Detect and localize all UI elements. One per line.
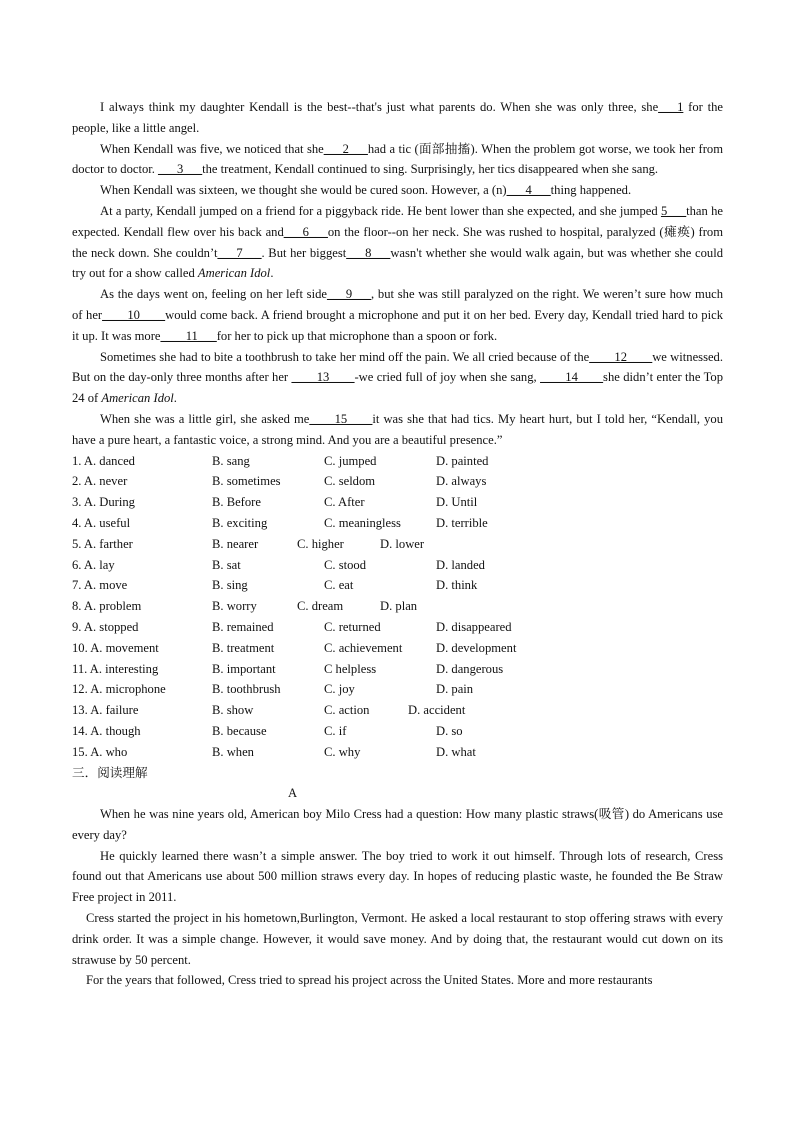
- option-a: 4. A. useful: [72, 515, 131, 530]
- option-c: C. achievement: [324, 640, 403, 655]
- reading-paragraph-2: He quickly learned there wasn’t a simple answer. The boy tried to work it out himself. Through lots of research, Cress found out that Americans use about 500 million straws every day. In hopes of reducing plastic waste, he founded the Be Straw Free project in 2011.: [72, 848, 723, 905]
- option-a: 7. A. move: [72, 578, 128, 593]
- question-options-8: [72, 596, 723, 617]
- option-a: 6. A. lay: [72, 557, 115, 572]
- question-options-13: [72, 700, 723, 721]
- option-d: D. so: [436, 723, 463, 738]
- option-c: C. stood: [324, 557, 366, 572]
- show-title: American Idol: [197, 266, 271, 281]
- passage-paragraph-7: When she was a little girl, she asked me____15____it was she that had tics. My heart hurt, but I told her, “Kendall, you have a pure heart, a fantastic voice, a strong mind. And you are a beautiful presence.”: [72, 411, 723, 447]
- option-d: D. disappeared: [436, 619, 512, 634]
- reading-paragraph-3: Cress started the project in his hometown,Burlington, Vermont. He asked a local restaurant to stop offering straws with every drink order. It was a simple change. However, it would save money. And by doing that, the restaurant would cut down on its strawuse by 50 percent.: [72, 911, 723, 967]
- blank-13: ____13____: [291, 370, 355, 385]
- option-b: B. Before: [212, 495, 261, 510]
- question-options-11: [72, 659, 723, 680]
- option-b: B. sometimes: [212, 474, 281, 489]
- section-heading: 三．阅读理解: [72, 764, 148, 780]
- option-a: 12. A. microphone: [72, 682, 166, 697]
- blank-7: ___7___: [217, 245, 262, 260]
- option-a: 8. A. problem: [72, 599, 142, 614]
- reading-paragraph-4: For the years that followed, Cress tried to spread his project across the United States. More and more restaurants: [86, 973, 653, 988]
- question-options-12: [72, 679, 723, 700]
- passage-paragraph-3: When Kendall was sixteen, we thought she would be cured soon. However, a (n)___4___thing happened.: [100, 183, 632, 198]
- question-options-7: [72, 575, 723, 596]
- question-options-6: [72, 555, 723, 576]
- blank-14: ____14____: [540, 370, 604, 385]
- option-a: 13. A. failure: [72, 703, 139, 718]
- reading-paragraph-1: When he was nine years old, American boy Milo Cress had a question: How many plastic straws(吸管) do Americans use every day?: [72, 807, 723, 842]
- option-d: D. accident: [408, 703, 466, 718]
- option-d: D. terrible: [436, 515, 488, 530]
- option-c: C. dream: [297, 599, 344, 614]
- option-c: C. returned: [324, 619, 381, 634]
- passage-paragraph-6: Sometimes she had to bite a toothbrush to take her mind off the pain. We all cried because of the____12____we witnessed. But on the day-only three months after her ____13____-we cried full of joy when she sang, ____14____she didn’t enter the Top 24 of American Idol.: [72, 349, 724, 406]
- blank-11: ____11___: [160, 328, 217, 343]
- question-options-1: [72, 451, 723, 472]
- question-options-5: [72, 534, 723, 555]
- option-b: B. worry: [212, 599, 257, 614]
- option-c: C. if: [324, 723, 347, 738]
- option-c: C. meaningless: [324, 515, 401, 530]
- option-b: B. toothbrush: [212, 682, 281, 697]
- option-d: D. what: [436, 744, 476, 759]
- option-c: C. jumped: [324, 453, 377, 468]
- question-options-9: [72, 617, 723, 638]
- option-c: C. eat: [324, 578, 354, 593]
- show-title: American Idol: [101, 391, 174, 406]
- option-c: C. joy: [324, 682, 355, 697]
- passage-paragraph-1: I always think my daughter Kendall is the best--that's just what parents do. When she was only three, she___1 for the people, like a little angel.: [72, 100, 723, 135]
- reading-passage-label: A: [288, 786, 298, 801]
- option-d: D. development: [436, 640, 517, 655]
- question-options-14: [72, 721, 723, 742]
- blank-8: ___8___: [346, 245, 391, 260]
- option-c: C. action: [324, 703, 370, 718]
- blank-10: ____10____: [102, 307, 166, 322]
- blank-12: ____12____: [589, 349, 653, 364]
- option-b: B. when: [212, 744, 254, 759]
- question-options-4: [72, 513, 723, 534]
- question-options-3: [72, 492, 723, 513]
- blank-15: ____15____: [309, 411, 373, 426]
- option-b: B. remained: [212, 619, 274, 634]
- option-b: B. show: [212, 703, 254, 718]
- question-options-15: [72, 742, 723, 763]
- question-options-2: [72, 471, 723, 492]
- option-b: B. treatment: [212, 640, 275, 655]
- options-list: [72, 451, 723, 763]
- option-a: 11. A. interesting: [72, 661, 159, 676]
- option-a: 5. A. farther: [72, 536, 133, 551]
- option-c: C. After: [324, 495, 365, 510]
- option-d: D. always: [436, 474, 487, 489]
- option-b: B. important: [212, 661, 276, 676]
- option-d: D. dangerous: [436, 661, 504, 676]
- worksheet-page: [72, 97, 723, 991]
- passage-paragraph-4: At a party, Kendall jumped on a friend for a piggyback ride. He bent lower than she expected, and she jumped 5___than he expected. Kendall flew over his back and___6___on the floor--on her neck. She was rushed to hospital, paralyzed (瘫痪) from the neck down. She couldn’t___7___. But her biggest___8___wasn't whether she would walk again, but was whether she could try out for a show called American Idol.: [72, 203, 724, 281]
- option-c: C. seldom: [324, 474, 376, 489]
- option-a: 3. A. During: [72, 495, 135, 510]
- option-c: C. why: [324, 744, 361, 759]
- option-c: C helpless: [324, 661, 377, 676]
- blank-1: ___1: [658, 100, 684, 114]
- blank-2: ___2___: [323, 141, 368, 156]
- option-b: B. sang: [212, 453, 250, 468]
- option-a: 14. A. though: [72, 723, 141, 738]
- option-b: B. nearer: [212, 536, 259, 551]
- option-d: D. pain: [436, 682, 474, 697]
- blank-4: ___4___: [506, 183, 551, 198]
- option-d: D. Until: [436, 495, 478, 510]
- option-d: D. lower: [380, 536, 425, 551]
- option-a: 1. A. danced: [72, 453, 135, 468]
- option-b: B. because: [212, 723, 267, 738]
- passage-paragraph-5: As the days went on, feeling on her left side___9___, but she was still paralyzed on the right. We weren’t sure how much of her____10____would come back. A friend brought a microphone and put it on her bed. Every day, Kendall tried hard to pick it up. It was more____11___for her to pick up that microphone than a spoon or fork.: [72, 287, 724, 343]
- option-d: D. think: [436, 578, 478, 593]
- option-b: B. exciting: [212, 515, 268, 530]
- option-d: D. landed: [436, 557, 485, 572]
- option-d: D. plan: [380, 599, 418, 614]
- blank-6: ___6___: [283, 224, 328, 239]
- option-a: 15. A. who: [72, 744, 128, 759]
- option-a: 10. A. movement: [72, 640, 159, 655]
- option-c: C. higher: [297, 536, 344, 551]
- option-a: 2. A. never: [72, 474, 128, 489]
- passage-paragraph-2: When Kendall was five, we noticed that she___2___had a tic (面部抽搐). When the problem got worse, we took her from doctor to doctor. ___3___the treatment, Kendall continued to sing. Surprisingly, her tics disappeared when she sang.: [72, 141, 724, 177]
- blank-3: ___3___: [158, 162, 203, 177]
- blank-9: ___9___: [326, 287, 372, 302]
- option-a: 9. A. stopped: [72, 619, 139, 634]
- option-d: D. painted: [436, 453, 489, 468]
- option-b: B. sat: [212, 557, 241, 572]
- blank-5: 5___: [660, 203, 687, 218]
- question-options-10: [72, 638, 723, 659]
- option-b: B. sing: [212, 578, 248, 593]
